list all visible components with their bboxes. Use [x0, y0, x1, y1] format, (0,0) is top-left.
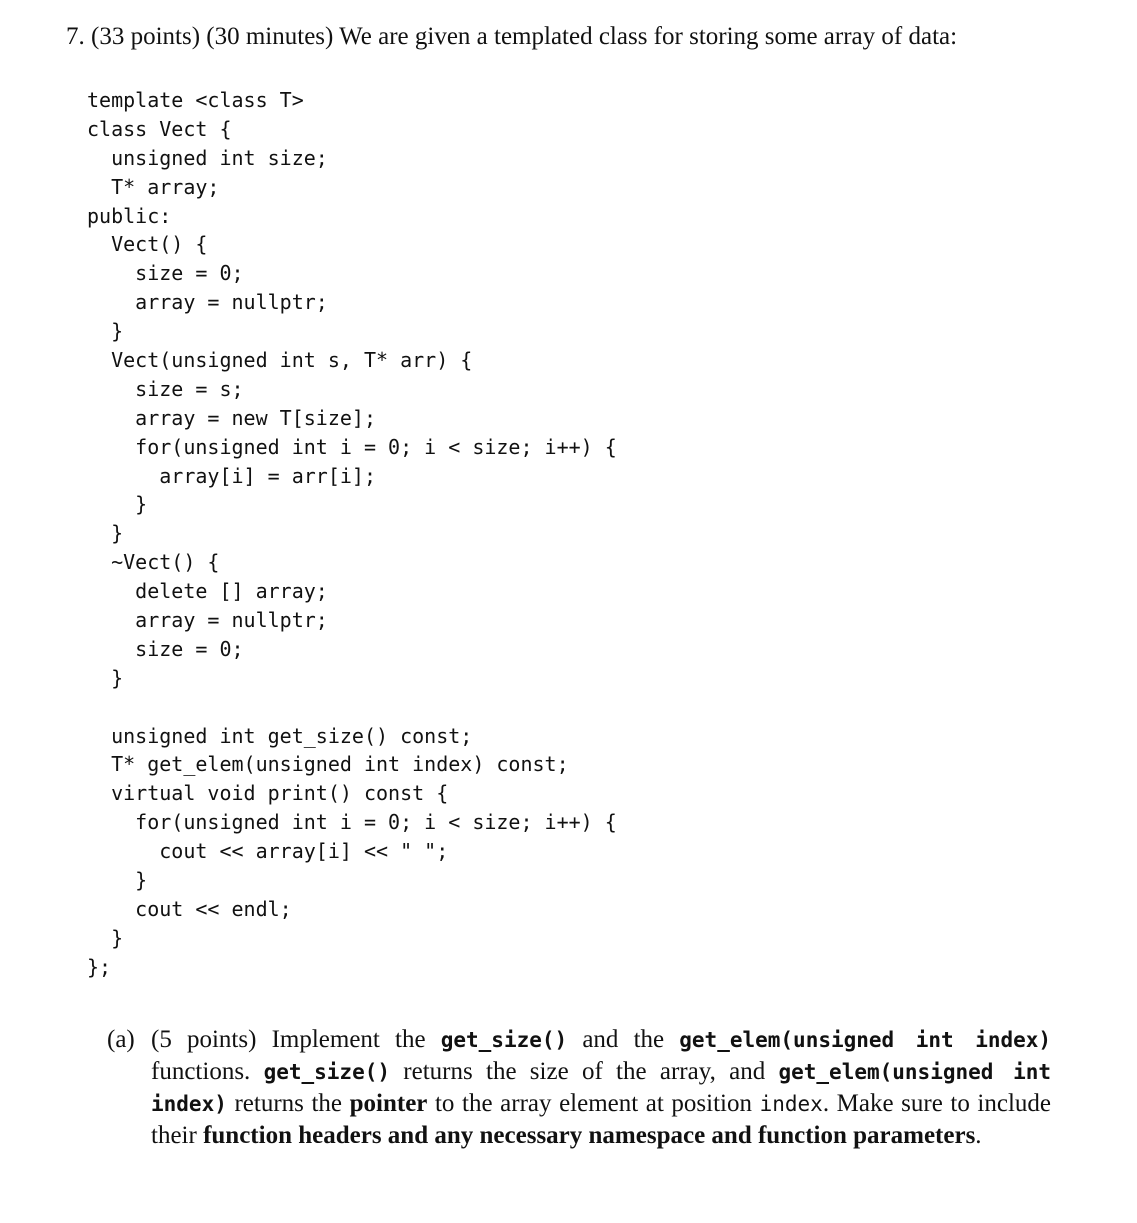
code-line: ~Vect() { [87, 550, 220, 575]
code-line: } [87, 868, 148, 893]
code-line: } [87, 492, 148, 517]
text-span: . Make sure to include their [151, 1090, 1052, 1149]
code-line: unsigned int size; [87, 145, 328, 170]
code-get-size: get_size() [263, 1060, 391, 1084]
code-line: array = nullptr; [87, 608, 328, 633]
bold-pointer: pointer [349, 1090, 428, 1117]
code-line-blank [87, 693, 617, 722]
code-line: size = s; [87, 376, 244, 401]
code-line: } [87, 665, 124, 690]
question-prompt: We are given a templated class for storing some array of data: [339, 23, 958, 50]
question-time: (30 minutes) [206, 23, 334, 50]
code-listing [87, 86, 617, 982]
question-header [66, 20, 1076, 54]
code-get-size: get_size() [440, 1028, 568, 1052]
code-index: index [759, 1092, 823, 1116]
part-a-points: (5 points) [151, 1026, 257, 1053]
code-line: Vect(unsigned int s, T* arr) { [87, 348, 473, 373]
code-line: } [87, 521, 124, 546]
part-a-label: (a) [107, 1026, 135, 1053]
code-line: virtual void print() const { [87, 781, 449, 806]
code-line: cout << endl; [87, 896, 292, 921]
code-line: Vect() { [87, 232, 208, 257]
code-line: class Vect { [87, 116, 232, 141]
text-span: and the [582, 1026, 665, 1053]
code-line: unsigned int get_size() const; [87, 723, 473, 748]
code-get-elem: get_elem(unsigned int index) [679, 1028, 1052, 1052]
question-points: (33 points) [91, 23, 201, 50]
code-line: array[i] = arr[i]; [87, 463, 376, 488]
code-line: size = 0; [87, 636, 244, 661]
text-span: . [975, 1122, 982, 1149]
code-line: T* get_elem(unsigned int index) const; [87, 752, 569, 777]
code-line: delete [] array; [87, 579, 328, 604]
text-span: to the array element at position [434, 1090, 752, 1117]
code-line: for(unsigned int i = 0; i < size; i++) { [87, 810, 617, 835]
text-span: returns the [234, 1090, 343, 1117]
text-span: functions. [151, 1058, 251, 1085]
code-line: public: [87, 203, 172, 228]
code-line: cout << array[i] << " "; [87, 839, 449, 864]
code-line: template <class T> [87, 88, 304, 112]
code-line: } [87, 925, 124, 950]
bold-requirements: function headers and any necessary namespace and function parameters [203, 1122, 976, 1149]
code-line: array = new T[size]; [87, 405, 376, 430]
part-a [107, 1024, 1051, 1151]
part-a-text [151, 1024, 1051, 1151]
code-line: }; [87, 954, 112, 979]
code-line: T* array; [87, 174, 220, 199]
code-line: } [87, 319, 124, 344]
code-get-elem: get_elem(unsigned int index) [151, 1060, 1052, 1116]
question-number: 7. [66, 23, 85, 50]
code-line: for(unsigned int i = 0; i < size; i++) { [87, 434, 617, 459]
code-line: size = 0; [87, 261, 244, 286]
text-span: Implement the [271, 1026, 426, 1053]
text-span: returns the size of the array, and [403, 1058, 766, 1085]
code-line: array = nullptr; [87, 290, 328, 315]
